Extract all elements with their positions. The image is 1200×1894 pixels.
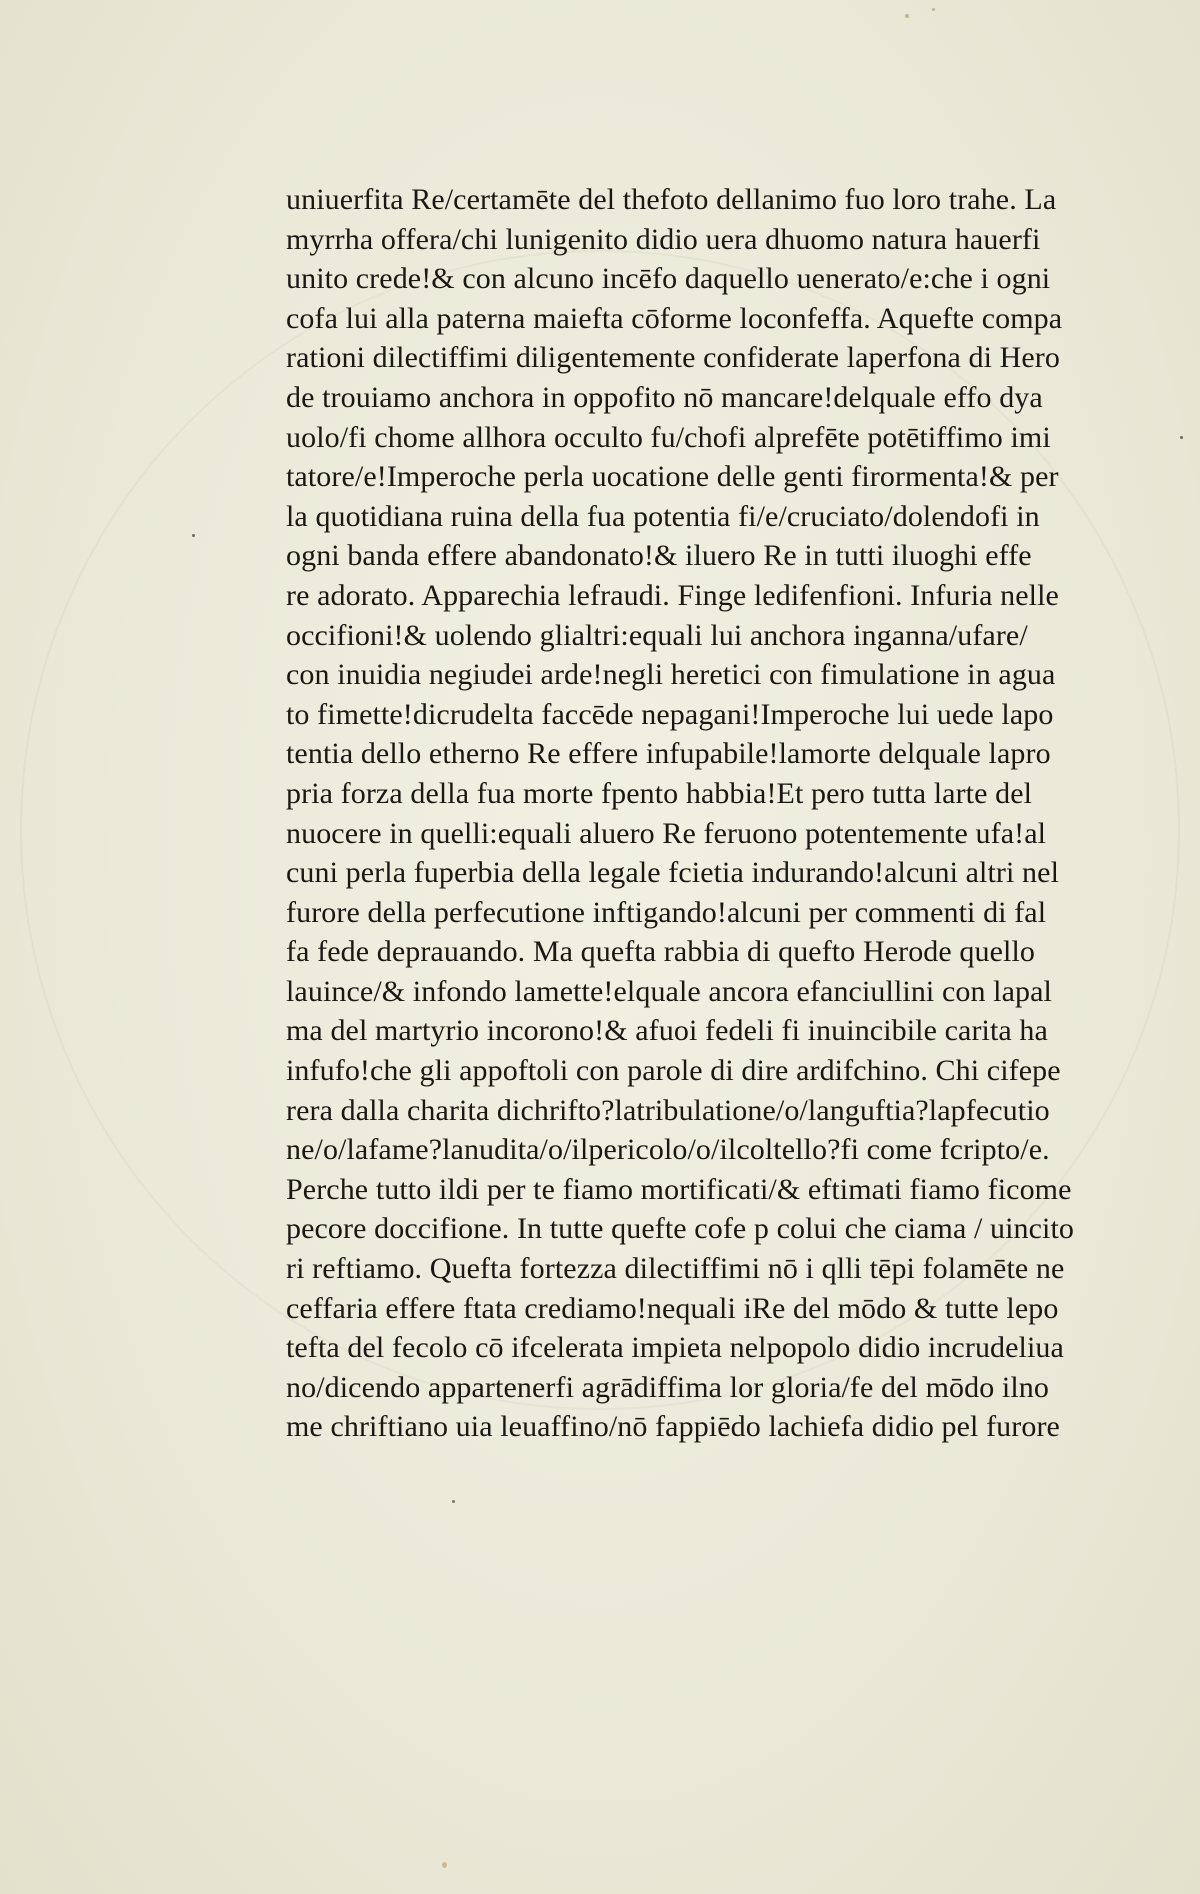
ink-speck: [442, 1862, 447, 1868]
text-line: infufo!che gli appoftoli con parole di dire ardifchino. Chi cifepe: [286, 1054, 1061, 1088]
text-line: nuocere in quelli:equali aluero Re feruono potentemente ufa!al: [286, 816, 1047, 850]
text-line: pecore doccifione. In tutte quefte cofe p colui che ciama / uincito: [286, 1212, 1075, 1246]
text-line: me chriftiano uia leuaffino/nō fappiēdo lachiefa didio pel furore: [286, 1410, 1060, 1444]
ink-speck: [905, 14, 909, 18]
text-line: furore della perfecutione inftigando!alcuni per commenti di fal: [286, 895, 1047, 929]
text-line: de trouiamo anchora in oppofito nō mancare!delquale effo dya: [286, 380, 1043, 414]
text-line: fa fede deprauando. Ma quefta rabbia di quefto Herode quello: [286, 935, 1036, 969]
text-line: tentia dello etherno Re effere infupabile!lamorte delquale lapro: [286, 737, 1051, 771]
text-line: unito crede!& con alcuno incēfo daquello uenerato/e:che i ogni: [286, 262, 1051, 296]
text-line: Perche tutto ildi per te fiamo mortificati/& eftimati fiamo ficome: [286, 1172, 1072, 1206]
text-line: myrrha offera/chi lunigenito didio uera dhuomo natura hauerfi: [286, 222, 1041, 256]
text-line: cofa lui alla paterna maiefta cōforme loconfeffa. Aquefte compa: [286, 301, 1063, 335]
text-line: rationi dilectiffimi diligentemente confiderate laperfona di Hero: [286, 341, 1060, 375]
text-line: cuni perla fuperbia della legale fcietia indurando!alcuni altri nel: [286, 856, 1060, 890]
text-line: con inuidia negiudei arde!negli heretici con fimulatione in agua: [286, 658, 1056, 692]
text-line: pria forza della fua morte fpento habbia!Et pero tutta larte del: [286, 776, 1033, 810]
text-line: uniuerfita Re/certamēte del thefoto dellanimo fuo loro trahe. La: [286, 183, 1057, 216]
text-line: tefta del fecolo cō ifcelerata impieta nelpopolo didio incrudeliua: [286, 1331, 1064, 1365]
text-line: ne/o/lafame?lanudita/o/ilpericolo/o/ilcoltello?fi come fcripto/e.: [286, 1133, 1050, 1167]
text-line: ogni banda effere abandonato!& iluero Re in tutti iluoghi effe: [286, 539, 1032, 573]
ink-speck: [452, 1500, 455, 1503]
text-line: uolo/fi chome allhora occulto fu/chofi alprefēte potētiffimo imi: [286, 420, 1051, 454]
text-line: tatore/e!Imperoche perla uocatione delle genti firormenta!& per: [286, 460, 1059, 494]
text-line: no/dicendo appartenerfi agrādiffima lor gloria/fe del mōdo ilno: [286, 1370, 1049, 1404]
text-line: lauince/& infondo lamette!elquale ancora efanciullini con lapal: [286, 974, 1052, 1008]
text-line: ri reftiamo. Quefta fortezza dilectiffimi nō i qlli tēpi folamēte ne: [286, 1252, 1065, 1286]
text-line: occifioni!& uolendo glialtri:equali lui anchora inganna/ufare/: [286, 618, 1028, 652]
text-body: [286, 180, 1146, 1447]
text-line: ceffaria effere ftata crediamo!nequali iRe del mōdo & tutte lepo: [286, 1291, 1059, 1325]
text-line: rera dalla charita dichrifto?latribulatione/o/languftia?lapfecutio: [286, 1093, 1050, 1127]
ink-speck: [1180, 436, 1183, 439]
text-line: re adorato. Apparechia lefraudi. Finge ledifenfioni. Infuria nelle: [286, 578, 1059, 612]
text-line: ma del martyrio incorono!& afuoi fedeli fi inuincibile carita ha: [286, 1014, 1048, 1048]
text-line: to fimette!dicrudelta faccēde nepagani!Imperoche lui uede lapo: [286, 697, 1054, 731]
text-line: la quotidiana ruina della fua potentia fi/e/cruciato/dolendofi in: [286, 499, 1040, 533]
ink-speck: [192, 534, 195, 537]
ink-speck: [932, 8, 935, 11]
